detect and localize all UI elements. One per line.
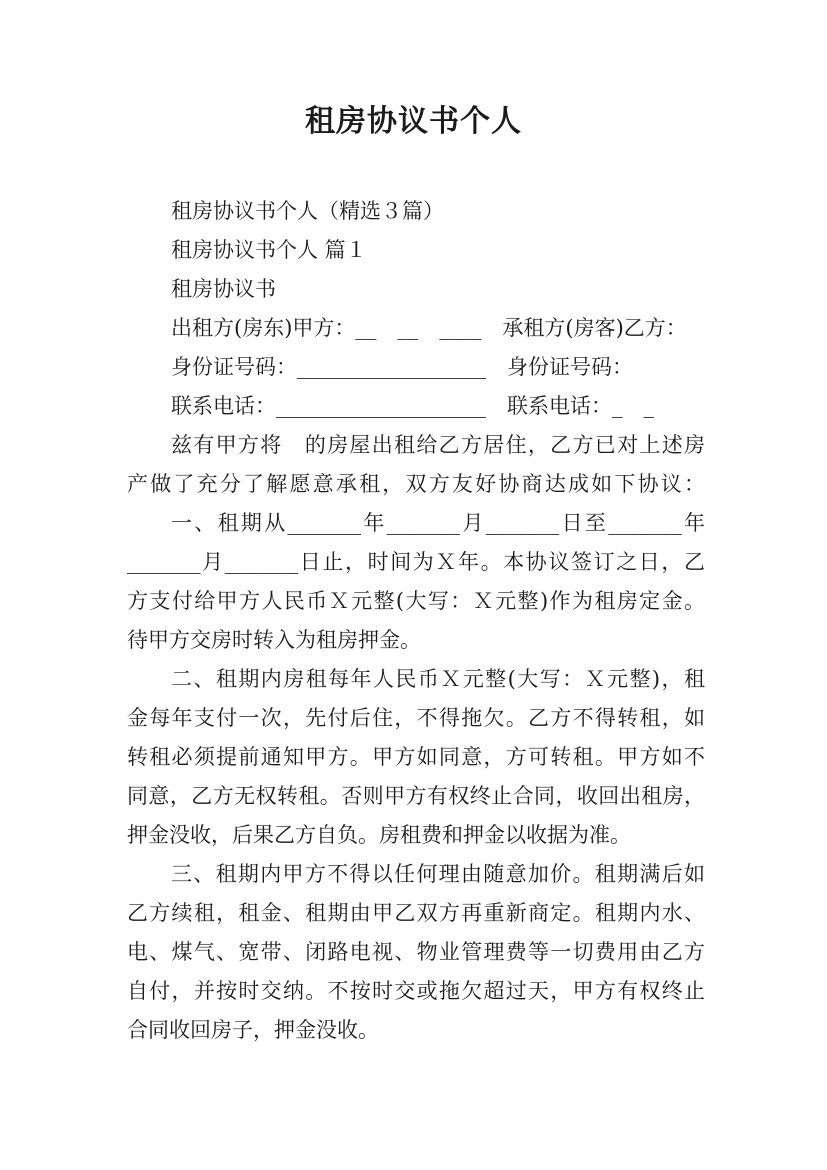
clause-1-line: _______月_______日止，时间为Ｘ年。本协议签订之日，乙 xyxy=(127,550,705,574)
clause-1-line: 方支付给甲方人民币Ｘ元整(大写：Ｘ元整)作为租房定金。 xyxy=(127,589,705,613)
clause-3-line: 三、租期内甲方不得以任何理由随意加价。租期满后如 xyxy=(171,862,705,886)
phone-line: 联系电话：____________________ 联系电话：_ _ xyxy=(171,394,654,418)
clause-2-line: 押金没收，后果乙方自负。房租费和押金以收据为准。 xyxy=(127,823,631,847)
clause-3-line: 合同收回房子，押金没收。 xyxy=(127,1018,379,1042)
section-heading: 租房协议书个人 篇１ xyxy=(171,238,367,262)
clause-1-line: 待甲方交房时转入为租房押金。 xyxy=(127,628,421,652)
agreement-heading: 租房协议书 xyxy=(171,277,276,301)
clause-2-line: 金每年支付一次，先付后住，不得拖欠。乙方不得转租，如 xyxy=(127,706,705,730)
clause-1-line: 一、租期从_______年_______月_______日至_______年 xyxy=(171,511,705,535)
document-title: 租房协议书个人 xyxy=(305,104,522,139)
clause-2-line: 转租必须提前通知甲方。甲方如同意，方可转租。甲方如不 xyxy=(127,745,705,769)
clause-3-line: 自付，并按时交纳。不按时交或拖欠超过天，甲方有权终止 xyxy=(127,979,705,1003)
clause-3-line: 电、煤气、宽带、闭路电视、物业管理费等一切费用由乙方 xyxy=(127,940,705,964)
subtitle-line: 租房协议书个人（精选３篇） xyxy=(171,199,444,223)
id-number-line: 身份证号码：__________________ 身份证号码： xyxy=(171,355,633,379)
paragraph-line: 兹有甲方将 的房屋出租给乙方居住，乙方已对上述房 xyxy=(171,433,705,457)
landlord-tenant-line: 出租方(房东)甲方：__ __ ____ 承租方(房客)乙方： xyxy=(171,316,687,340)
clause-2-line: 二、租期内房租每年人民币Ｘ元整(大写：Ｘ元整)，租 xyxy=(171,667,705,691)
paragraph-line: 产做了充分了解愿意承租，双方友好协商达成如下协议： xyxy=(127,472,705,496)
clause-2-line: 同意，乙方无权转租。否则甲方有权终止合同，收回出租房， xyxy=(127,784,705,808)
clause-3-line: 乙方续租，租金、租期由甲乙双方再重新商定。租期内水、 xyxy=(127,901,705,925)
